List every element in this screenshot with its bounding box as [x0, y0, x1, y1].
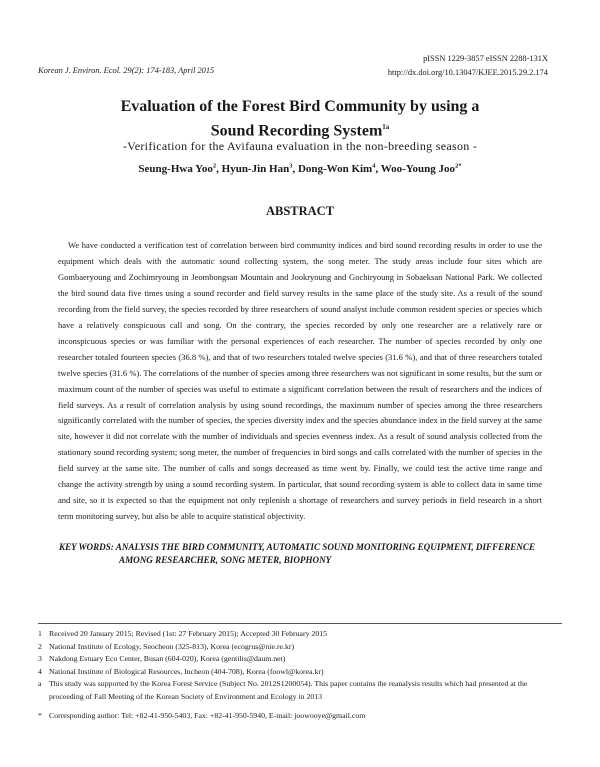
footnote-text: This study was supported by the Korea Forest Service (Subject No. 2012S1200054). This paper contains the reanalysis results which had presented at the proceeding of Fall Meeting of the Korean Society of Environment and Ecology in 2013: [49, 679, 528, 701]
footnotes: [38, 628, 562, 722]
footnote-text: Nakdong Estuary Eco Center, Busan (604-020), Korea (gentilis@daum.net): [49, 654, 286, 664]
corresponding-author: [38, 710, 562, 723]
author-list: [40, 162, 560, 175]
footnote: [38, 641, 562, 654]
abstract-text: We have conducted a verification test of correlation between bird community indices and bird sound recording results in order to use the equipment which deals with the automatic sound collecting system, the song meter. The study areas include four sites which are Gombaeryoung and Zochimryoung in Jeombongsan Mountain and Jookryoung and Gochiryoung in Sobaeksan National Park. We collected the bird sound data five times using a sound recorder and field survey results in the same place of the study site. As a result of the sound recording from the field survey, the species recorded by three researchers of sound analyst include common resident species or species which have a relatively conspicuous call and song. On the contrary, the species recorded by only one researcher are a relatively rare or inconspicuous species or was familiar with the personal experiences of each researcher. The number of species recorded by only one researcher totaled fourteen species (36.8 %), and that of two researchers totaled twelve species (31.6 %), and that of three researchers totaled twelve species (31.6 %). The correlations of the number of species among three researchers was not significant in some results, but the sum or maximum count of the number of species was useful to estimate a significant correlation between the result of researchers and the indices of field surveys. As a result of correlation analysis by using sound recordings, the maximum number of species among the three researchers significantly correlated with the number of species, the species diversity index and the species abundance index in the field survey at the same site, however it did not correlate with the number of individuals and species evenness index. As a result of sound analysis collected from the stationary sound recording system; song meter, the number of frequencies in bird songs and calls correlated with the number of species in the field survey at the same site. The number of calls and songs decreased as time went by. Finally, we could test the active time range and change the activity strength by using a sound recording system. In particular, that sound recording system is able to collect data in same time and site, so it is expected so that the equipment not only replenish a shortage of researchers and survey periods in field research in a short term monitoring survey, but also be able to acquire statistical objectivity.: [58, 240, 542, 522]
abstract-heading: ABSTRACT: [265, 204, 335, 218]
title-line-2-text: Sound Recording System: [210, 122, 383, 140]
footnote-text: Corresponding author: Tel: +82-41-950-5403, Fax: +82-41-950-5940, E-mail: joowooye@gmail.com: [49, 710, 366, 720]
doi-link[interactable]: http://dx.doi.org/10.13047/KJEE.2015.29.2.174: [387, 68, 548, 77]
footnote: [38, 653, 562, 666]
issn-line: pISSN 1229-3857 eISSN 2288-131X: [423, 54, 548, 63]
footnote-mark: 2: [38, 641, 42, 651]
author: Woo-Young Joo$^{2*}$: [380, 162, 462, 175]
paper-subtitle: -Verification for the Avifauna evaluation in the non-breeding season -: [122, 139, 478, 153]
author: Hyun-Jin Han$^3$,: [221, 162, 298, 175]
author: Seung-Hwa Yoo$^2$,: [138, 162, 222, 175]
footnote-mark: 3: [38, 654, 42, 664]
author: Dong-Won Kim$^4$,: [297, 162, 381, 175]
footnote-divider: [38, 623, 562, 624]
footnote-text: National Institute of Biological Resources, Incheon (404-708), Korea (foowl@korea.kr): [49, 666, 324, 676]
keywords-text: ANALYSIS THE BIRD COMMUNITY, AUTOMATIC SOUND MONITORING EQUIPMENT, DIFFERENCE AMONG RESEARCHER, SONG METER, BIOPHONY: [115, 542, 536, 565]
journal-citation: Korean J. Environ. Ecol. 29(2): 174-183, April 2015: [38, 66, 215, 75]
keywords: [59, 541, 545, 567]
footnote: [38, 628, 562, 641]
title-footnote-marker: 1a: [382, 123, 390, 131]
keywords-label: KEY WORDS:: [59, 542, 114, 552]
footnote-mark: 1: [38, 629, 42, 638]
footnote-text: Received 20 January 2015; Revised (1st: 27 February 2015); Accepted 30 February 2015: [49, 629, 328, 638]
footnote-mark: *: [38, 710, 42, 720]
footnote-text: National Institute of Ecology, Seocheon (325-813), Korea (ecogrus@nie.re.kr): [49, 641, 295, 651]
footnote-mark: 4: [38, 666, 42, 676]
keywords-line: [59, 541, 545, 567]
paper-title: [40, 96, 560, 141]
footnote-mark: a: [38, 679, 42, 689]
title-line-2: [40, 117, 560, 141]
footnote: [38, 666, 562, 679]
footnote: [38, 678, 562, 703]
article-identifiers: [308, 52, 548, 80]
title-line-1: Evaluation of the Forest Bird Community by using a: [120, 98, 480, 115]
